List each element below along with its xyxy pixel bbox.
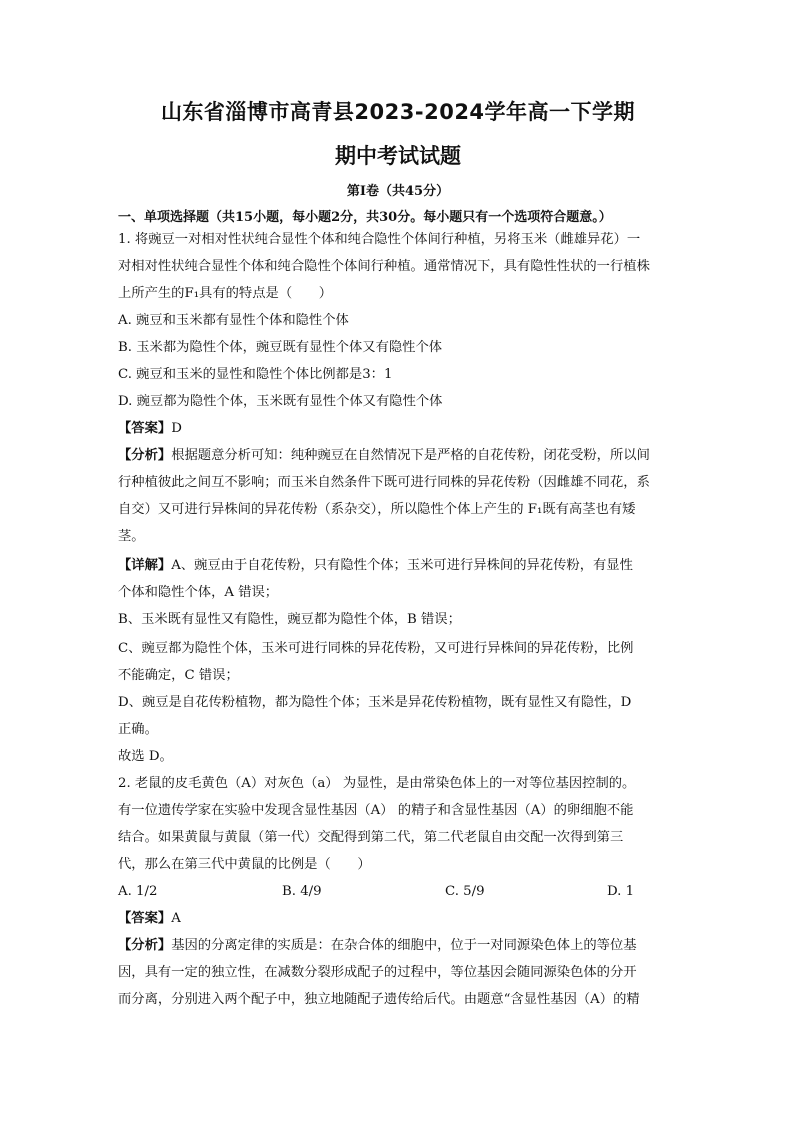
q2-option-d: D. 1 [607, 884, 635, 899]
q1-analysis-line: 茎。 [118, 529, 145, 544]
q1-detail-line [118, 556, 678, 576]
q2-stem-line: 代，那么在第三代中黄鼠的比例是（ ） [118, 857, 371, 872]
q2-analysis-line [118, 936, 678, 956]
q1-analysis-line: 自交）又可进行异株间的异花传粉（系杂交），所以隐性个体上产生的 F₁既有高茎也有矮 [118, 502, 636, 517]
q1-stem-line: 上所产生的F₁具有的特点是（ ） [118, 286, 333, 301]
q1-detail-line: 不能确定，C 错误； [118, 668, 239, 683]
q1-detail-line: 故选 D。 [118, 749, 173, 764]
q1-option-d: D. 豌豆都为隐性个体，玉米既有显性个体又有隐性个体 [118, 394, 443, 409]
q2-stem-line: 有一位遗传学家在实验中发现含显性基因（A） 的精子和含显性基因（A）的卵细胞不能 [118, 803, 634, 818]
q2-option-a: A. 1/2 [118, 884, 158, 899]
answer-value: D [171, 421, 182, 436]
detail-label: 【详解】 [118, 558, 172, 573]
q2-analysis-line: 而分离，分别进入两个配子中，独立地随配子遗传给后代。由题意“含显性基因（A）的精 [118, 992, 640, 1007]
q1-analysis-line [118, 446, 678, 466]
detail-text: A、豌豆由于自花传粉，只有隐性个体；玉米可进行异株间的异花传粉，有显性 [171, 558, 633, 573]
doc-title-line1: 山东省淄博市高青县2023-2024学年高一下学期 [160, 100, 636, 124]
q2-stem-line: 结合。如果黄鼠与黄鼠（第一代）交配得到第二代，第二代老鼠自由交配一次得到第三 [118, 830, 624, 845]
q1-option-b: B. 玉米都为隐性个体，豌豆既有显性个体又有隐性个体 [118, 340, 443, 355]
q1-option-a: A. 豌豆和玉米都有显性个体和隐性个体 [118, 313, 349, 328]
q2-answer [118, 909, 678, 929]
q1-stem-line: 对相对性状纯合显性个体和纯合隐性个体间行种植。通常情况下，具有隐性性状的一行植株 [118, 259, 650, 274]
q1-stem-line: 1. 将豌豆一对相对性状纯合显性个体和纯合隐性个体间行种植，另将玉米（雌雄异花）一 [118, 232, 641, 247]
answer-label: 【答案】 [118, 911, 172, 926]
q1-detail-line: C、豌豆都为隐性个体，玉米可进行同株的异花传粉，又可进行异株间的异花传粉，比例 [118, 641, 634, 656]
q2-stem-line: 2. 老鼠的皮毛黄色（A）对灰色（a） 为显性，是由常染色体上的一对等位基因控制的。 [118, 776, 636, 791]
analysis-text: 根据题意分析可知：纯种豌豆在自然情况下是严格的自花传粉，闭花受粉，所以间 [171, 448, 650, 463]
analysis-text: 基因的分离定律的实质是：在杂合体的细胞中，位于一对同源染色体上的等位基 [171, 938, 637, 953]
q1-answer [118, 419, 678, 439]
answer-label: 【答案】 [118, 421, 172, 436]
q1-detail-line: 个体和隐性个体，A 错误； [118, 585, 279, 600]
analysis-label: 【分析】 [118, 938, 172, 953]
q1-analysis-line: 行种植彼此之间互不影响；而玉米自然条件下既可进行同株的异花传粉（因雌雄不同花，系 [118, 475, 650, 490]
doc-title-line2: 期中考试试题 [335, 144, 461, 168]
q2-option-b: B. 4/9 [282, 884, 322, 899]
q1-option-c: C. 豌豆和玉米的显性和隐性个体比例都是3：1 [118, 367, 393, 382]
q1-detail-line: B、玉米既有显性又有隐性，豌豆都为隐性个体，B 错误； [118, 612, 461, 627]
q2-analysis-line: 因，具有一定的独立性，在减数分裂形成配子的过程中，等位基因会随同源染色体的分开 [118, 965, 637, 980]
q1-detail-line: 正确。 [118, 722, 158, 737]
doc-subtitle: 第I卷（共45分） [346, 184, 450, 199]
q1-detail-line: D、豌豆是自花传粉植物，都为隐性个体；玉米是异花传粉植物，既有显性又有隐性，D [118, 695, 632, 710]
section-heading: 一、单项选择题（共15小题，每小题2分，共30分。每小题只有一个选项符合题意。） [118, 210, 612, 225]
analysis-label: 【分析】 [118, 448, 172, 463]
q2-option-c: C. 5/9 [445, 884, 485, 899]
answer-value: A [171, 911, 181, 926]
q2-options-row [118, 882, 678, 902]
